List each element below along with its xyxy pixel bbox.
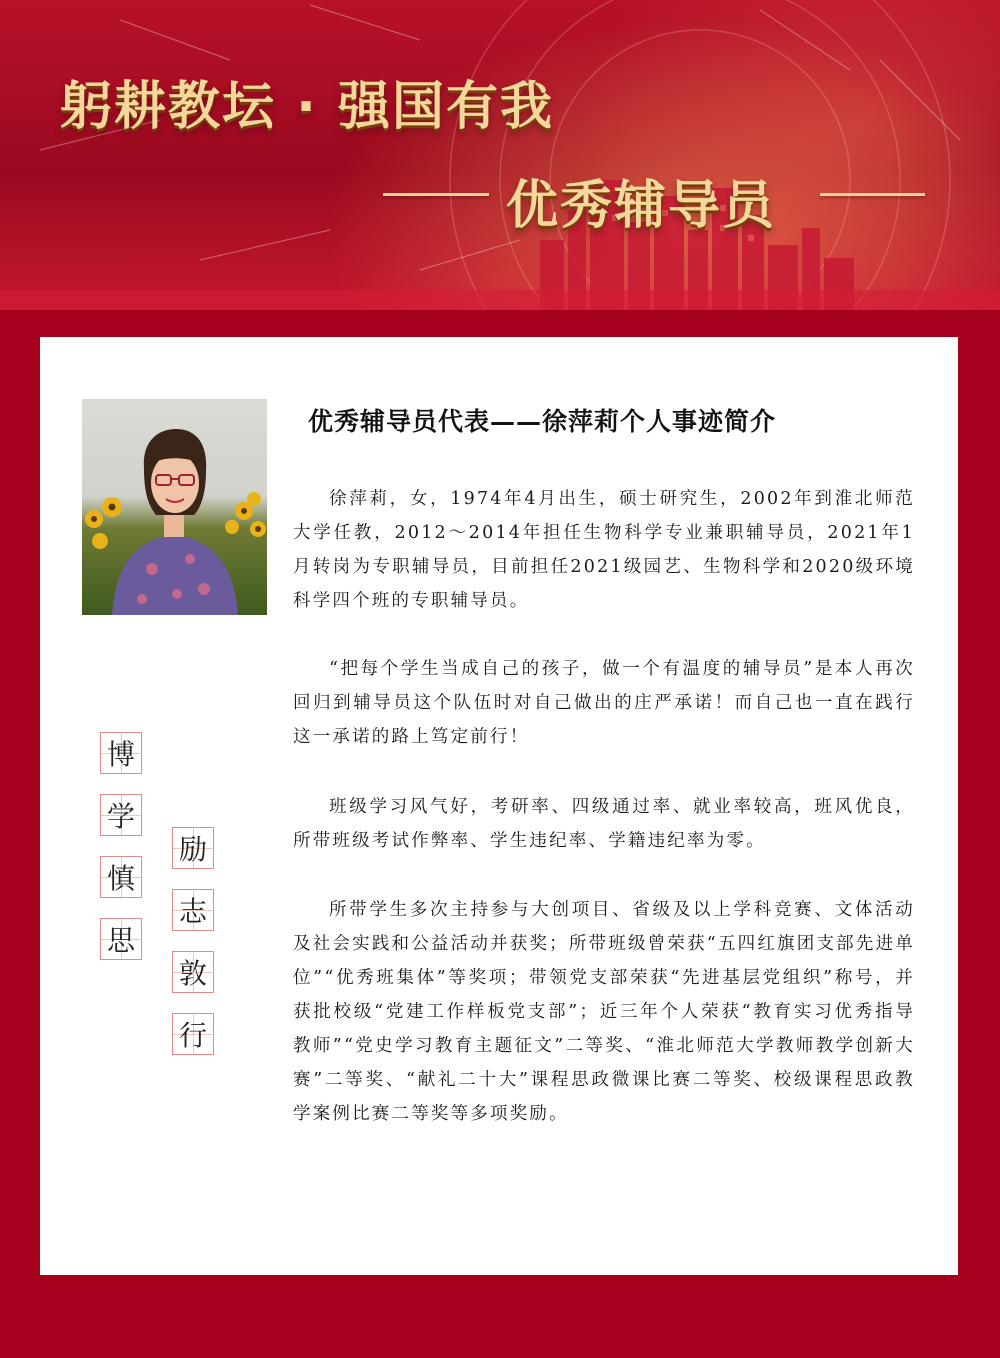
header-banner — [0, 0, 1000, 310]
motto-char: 行 — [172, 1013, 214, 1055]
motto-column-right — [172, 827, 214, 1055]
motto-char: 思 — [100, 918, 142, 960]
subtitle-dash-left — [383, 193, 489, 196]
motto-char: 励 — [172, 827, 214, 869]
motto-char: 学 — [100, 794, 142, 836]
banner-subtitle: 优秀辅导员 — [506, 176, 777, 236]
article-paragraph: “把每个学生当成自己的孩子，做一个有温度的辅导员”是本人再次回归到辅导员这个队伍时对自己做出的庄严承诺！而自己也一直在践行这一承诺的路上笃定前行！ — [293, 659, 915, 747]
motto-column-left — [100, 732, 142, 960]
article-paragraph: 班级学习风气好，考研率、四级通过率、就业率较高，班风优良，所带班级考试作弊率、学生违纪率、学籍违纪率为零。 — [293, 797, 915, 851]
banner-title: 躬耕教坛 · 强国有我 — [60, 77, 554, 137]
motto-char: 博 — [100, 732, 142, 774]
motto-char: 志 — [172, 889, 214, 931]
content-card — [40, 337, 958, 1275]
article-paragraph: 所带学生多次主持参与大创项目、省级及以上学科竞赛、文体活动及社会实践和公益活动并获奖；所带班级曾荣获“五四红旗团支部先进单位”“优秀班集体”等奖项；带领党支部荣获“先进基层党组织”称号，并获批校级“党建工作样板党支部”；近三年个人荣获“教育实习优秀指导教师”“党史学习教育主题征文”二等奖、“淮北师范大学教师教学创新大赛”二等奖、“献礼二十大”课程思政微课比赛二等奖、校级课程思政教学案例比赛二等奖等多项奖励。 — [293, 900, 915, 1124]
article-title: 优秀辅导员代表——徐萍莉个人事迹简介 — [308, 407, 777, 436]
portrait-illustration — [82, 399, 267, 615]
subtitle-dash-right — [820, 193, 925, 196]
motto-char: 敦 — [172, 951, 214, 993]
portrait-photo — [82, 399, 267, 615]
banner-decoration — [0, 0, 1000, 310]
article-paragraph: 徐萍莉，女，1974年4月出生，硕士研究生，2002年到淮北师范大学任教，2012～2014年担任生物科学专业兼职辅导员，2021年1月转岗为专职辅导员，目前担任2021级园艺、生物科学和2020级环境科学四个班的专职辅导员。 — [293, 489, 915, 611]
motto-char: 慎 — [100, 856, 142, 898]
